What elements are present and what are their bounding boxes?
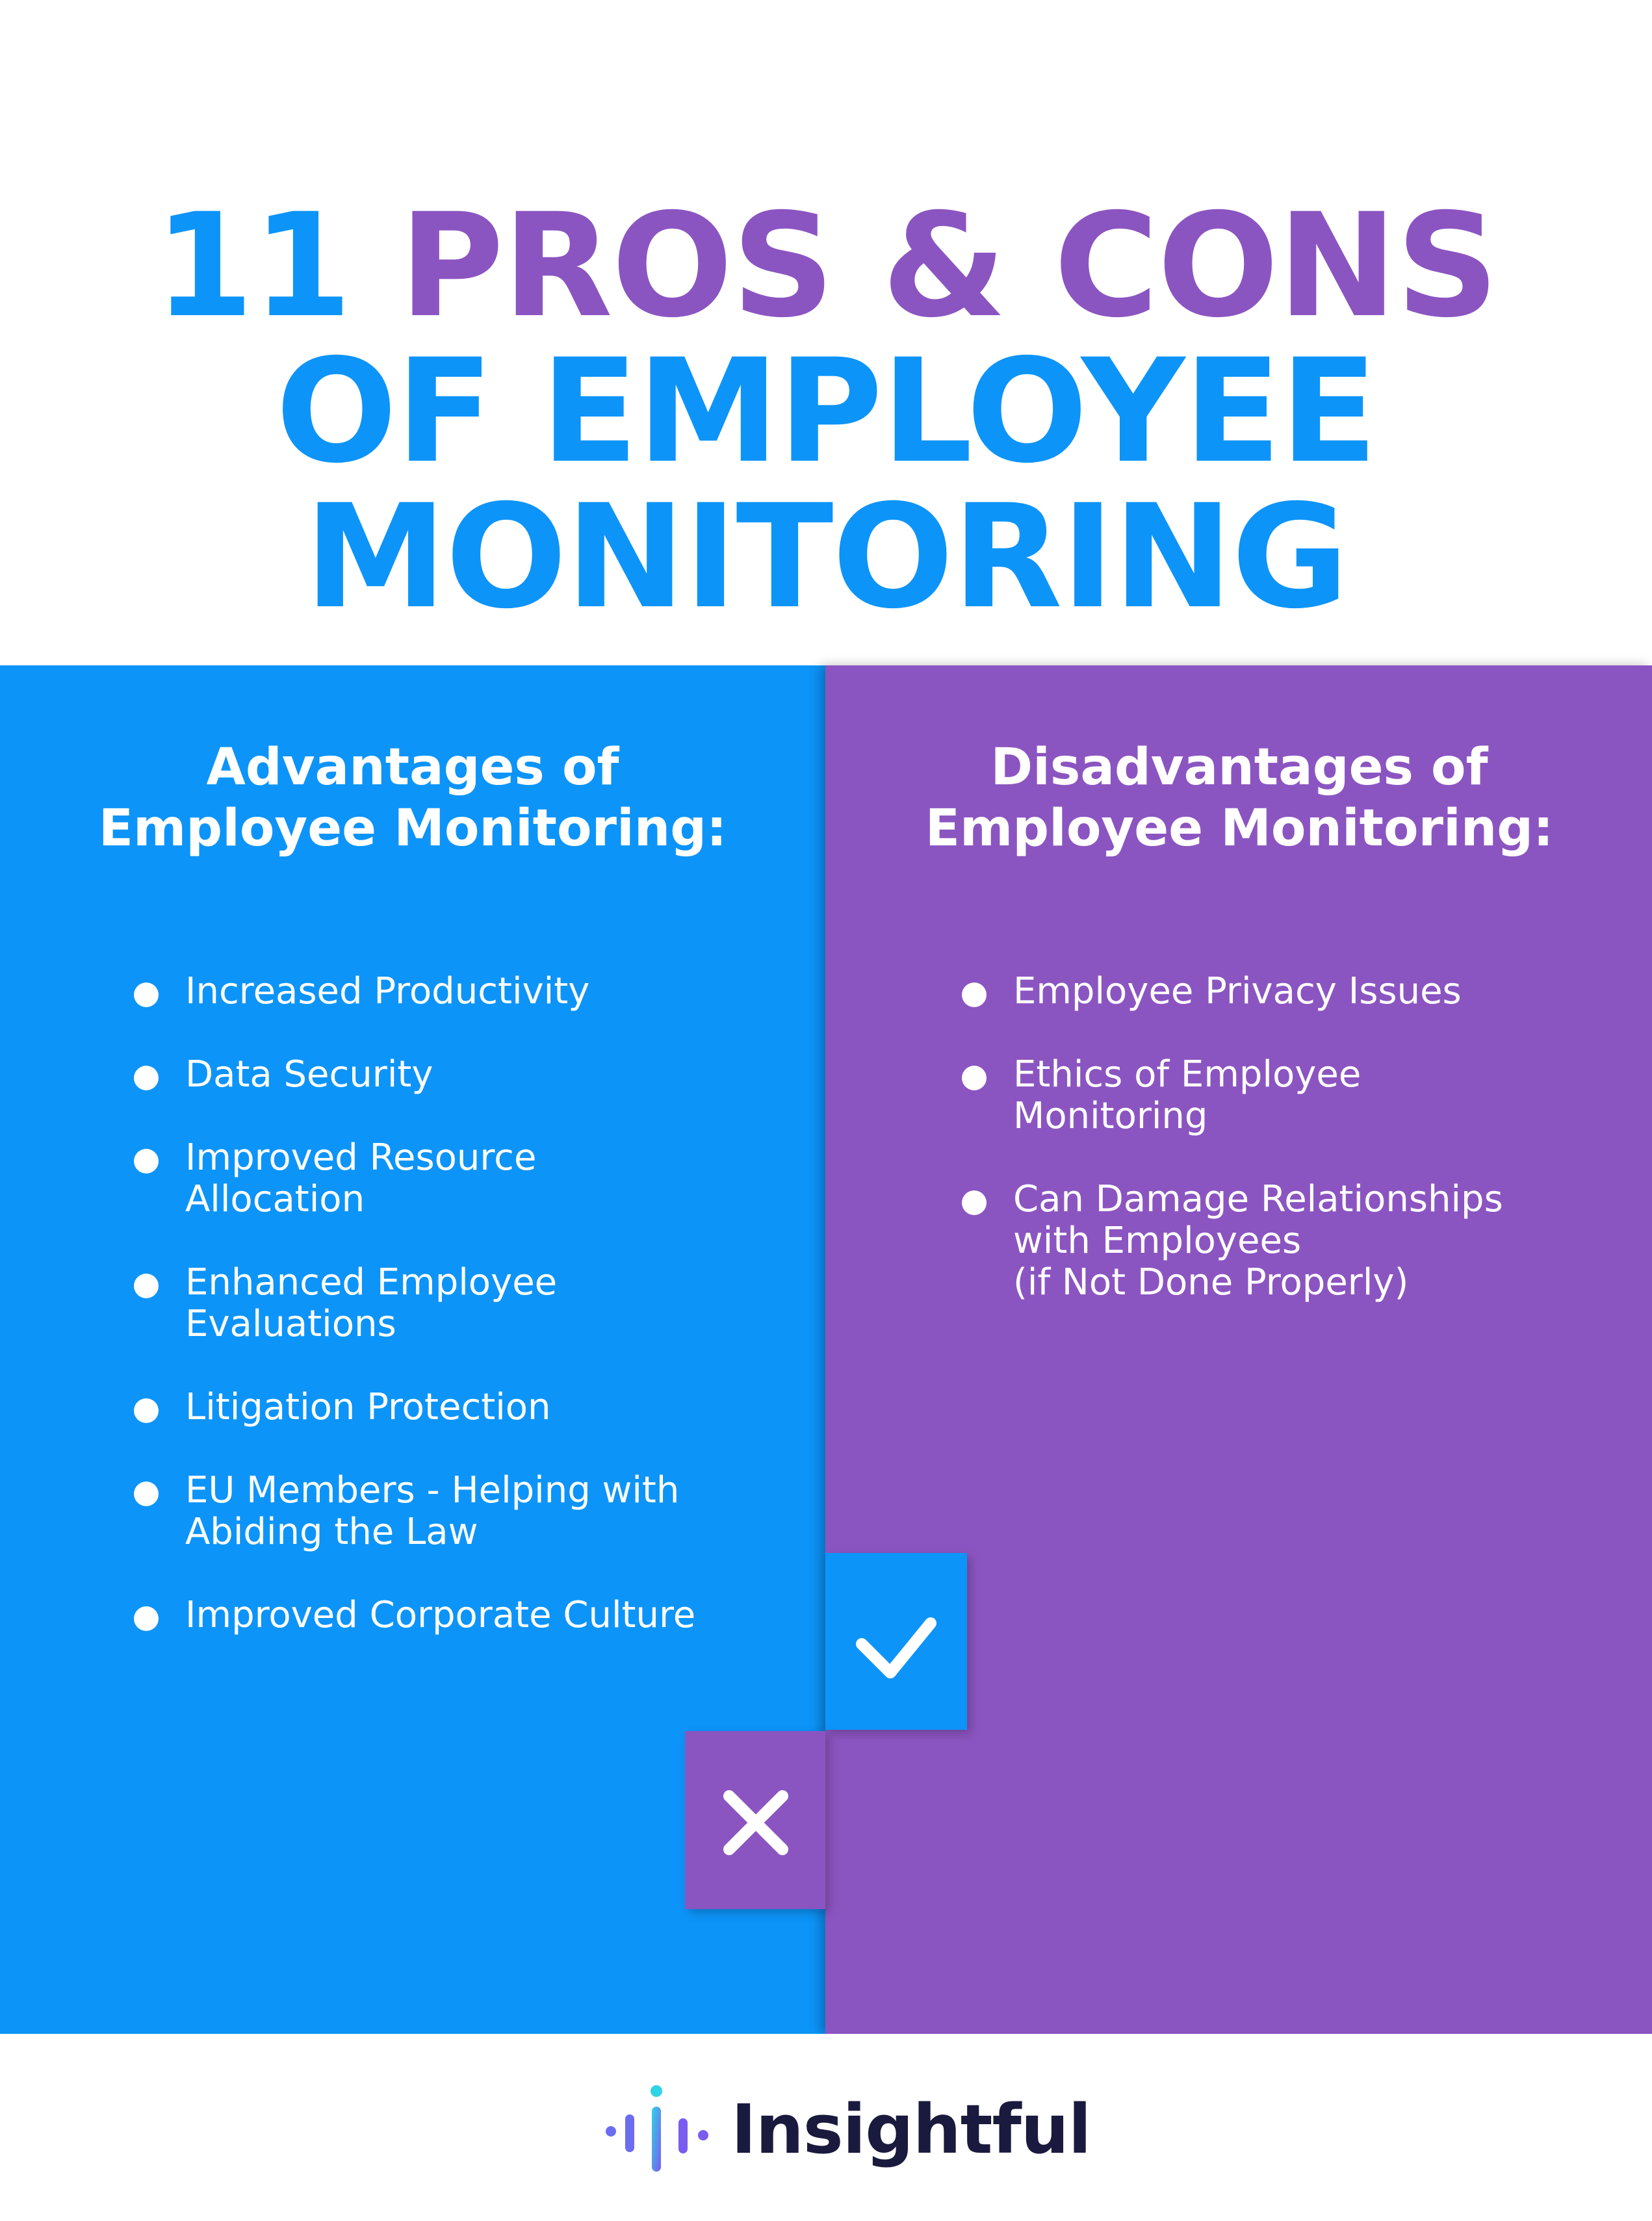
- list-item: [130, 1137, 780, 1220]
- list-item: [130, 1054, 780, 1096]
- list-item: [130, 1262, 780, 1345]
- brand-name: Insightful: [731, 2090, 1091, 2169]
- disadvantages-list: [958, 971, 1608, 1345]
- page-title: [0, 183, 1652, 641]
- list-item-label: Can Damage Relationships with Employees (if Not Done Properly): [1013, 1178, 1503, 1303]
- title-line-3: MONITORING: [304, 474, 1348, 641]
- list-item: [130, 971, 780, 1012]
- list-item: [130, 1387, 780, 1428]
- bullet-icon: [962, 982, 987, 1007]
- disadvantages-heading-line-2: Employee Monitoring:: [925, 799, 1554, 858]
- list-item-label: Improved Corporate Culture: [185, 1594, 696, 1636]
- insightful-logo-icon: [604, 2081, 721, 2178]
- checkmark-badge: [825, 1553, 967, 1730]
- checkmark-icon: [825, 1553, 967, 1730]
- bullet-icon: [134, 1398, 159, 1423]
- x-icon: [685, 1731, 825, 1909]
- footer: [0, 2034, 1652, 2221]
- list-item-label: EU Members - Helping with Abiding the Law: [185, 1469, 680, 1553]
- bullet-icon: [134, 1482, 159, 1506]
- list-item: [130, 1470, 780, 1553]
- disadvantages-heading-line-1: Disadvantages of: [990, 738, 1488, 797]
- bullet-icon: [134, 1274, 159, 1298]
- advantages-heading: [0, 737, 825, 859]
- list-item: [130, 1595, 780, 1636]
- bullet-icon: [134, 1606, 159, 1631]
- list-item-label: Improved Resource Allocation: [185, 1136, 537, 1220]
- title-number: 11: [154, 183, 351, 350]
- disadvantages-panel: [825, 665, 1652, 2034]
- advantages-heading-line-1: Advantages of: [206, 738, 619, 797]
- bullet-icon: [134, 1149, 159, 1174]
- bullet-icon: [962, 1066, 987, 1090]
- title-line-2: OF EMPLOYEE: [276, 328, 1376, 495]
- list-item-label: Litigation Protection: [185, 1386, 551, 1428]
- advantages-heading-line-2: Employee Monitoring:: [98, 799, 727, 858]
- title-line-1: [0, 183, 1652, 350]
- list-item-label: Employee Privacy Issues: [1013, 970, 1462, 1012]
- list-item-label: Ethics of Employee Monitoring: [1013, 1053, 1362, 1137]
- list-item-label: Enhanced Employee Evaluations: [185, 1261, 558, 1345]
- bullet-icon: [134, 982, 159, 1007]
- bullet-icon: [962, 1190, 987, 1215]
- advantages-list: [130, 971, 780, 1678]
- disadvantages-heading: [827, 737, 1652, 859]
- list-item: [958, 1179, 1608, 1303]
- x-badge: [685, 1731, 825, 1909]
- list-item-label: Data Security: [185, 1053, 433, 1096]
- title-highlight: PROS & CONS: [399, 183, 1498, 350]
- list-item: [958, 1054, 1608, 1137]
- list-item-label: Increased Productivity: [185, 970, 590, 1012]
- bullet-icon: [134, 1066, 159, 1090]
- list-item: [958, 971, 1608, 1012]
